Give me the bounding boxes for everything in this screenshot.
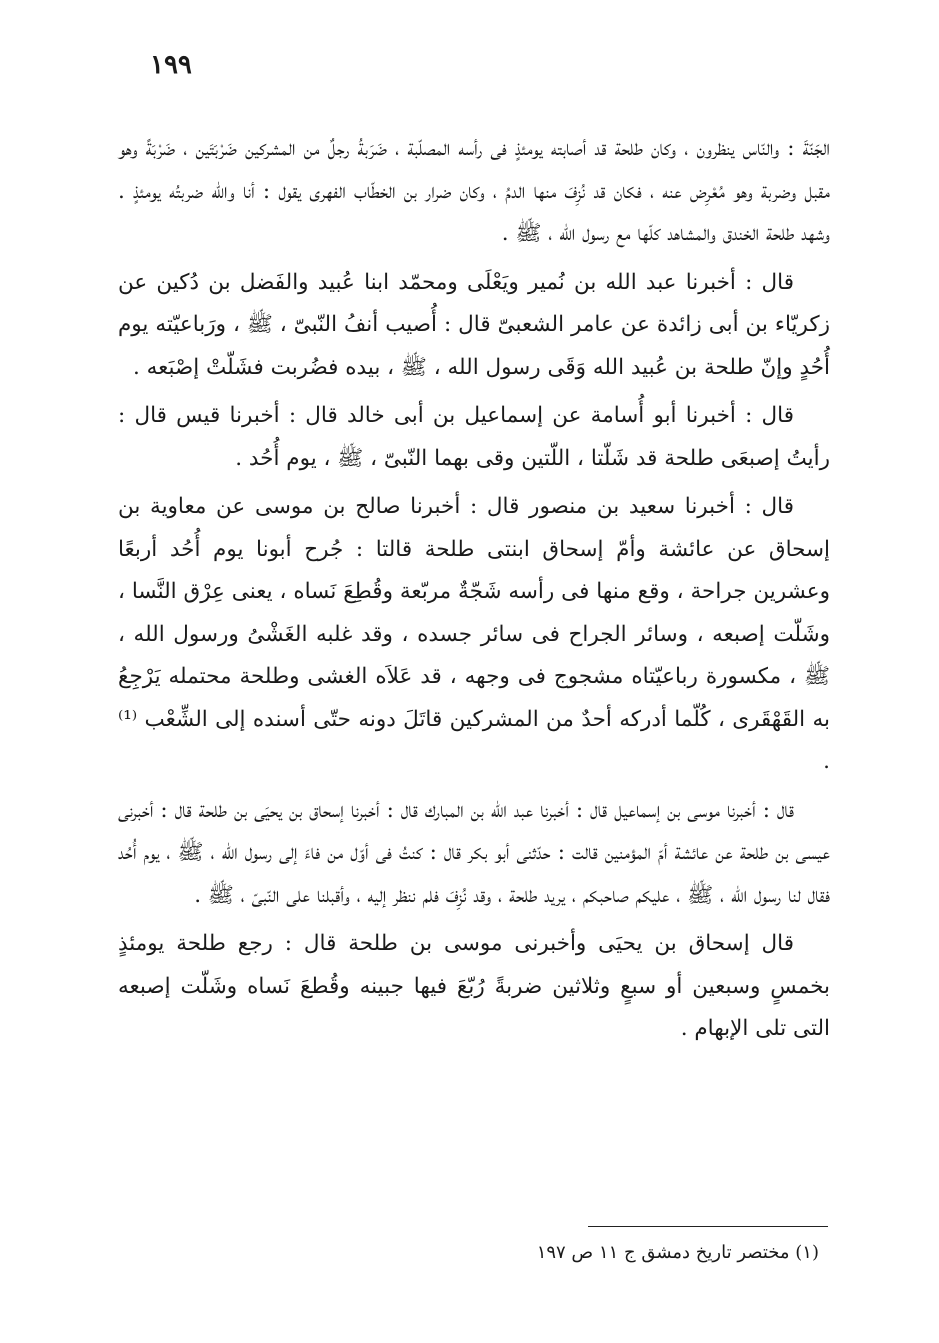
paragraph: قال : أخبرنا موسى بن إسماعيل قال : أخبرنا عبد الله بن المبارك قال : أخبرنا إسحاق بن يحيَى بن طلحة قال : أخبرنى عيسى بن طلحة عن عائشة أمّ المؤمنين قالت : حدّثنى أبو بكر قال : كنتُ فى أوّل من فاءَ إلى رسول الله ، ﷺ ، يوم أُحُد فقال لنا رسول الله ، ﷺ ، عليكم صاحبكم ، يريد طلحة ، وقد نُزِفَ فلم ننظر إليه ، وأقبلنا على النّبىّ ، ﷺ .: [118, 797, 830, 908]
page-number: ١٩٩: [150, 50, 192, 80]
paragraph: قال إسحاق بن يحيَى وأخبرنى موسى بن طلحة قال : رجع طلحة يومئذٍ بخمسٍ وسبعين أو سبعٍ وثلاثين ضربةً رُبّعَ فيها جبينه وقُطعَ نَساه وشَلّت إصبعه التى تلى الإبهام .: [118, 931, 830, 1041]
paragraph: قال : أخبرنا أبو أُسامة عن إسماعيل بن أبى خالد قال : أخبرنا قيس قال : رأيتُ إصبعَى طلحة قد شَلّتا ، اللّتين وقى بهما النّبىّ ، ﷺ ، يوم أُحُد .: [118, 403, 830, 471]
footnote-divider: [588, 1226, 828, 1227]
body-text: [118, 128, 830, 1057]
paragraph: قال : أخبرنا سعيد بن منصور قال : أخبرنا صالح بن موسى عن معاوية بن إسحاق عن عائشة وأمّ إسحاق ابنتى طلحة قالتا : جُرح أبونا يوم أُحُد أربعًا وعشرين جراحة ، وقع منها فى رأسه شَجّةٌ مربّعة وقُطِعَ نَساه ، يعنى عِرْق النَّسا ، وشَلّت إصبعه ، وسائر الجراح فى سائر جسده ، وقد غلبه الغَشْىُ ورسول الله ، ﷺ ، مكسورة رباعيّتاه مشجوج فى وجهه ، قد عَلاَه الغشى وطلحة محتمله يَرْجِعُ به القَهْقَرى ، كُلّما أدركه أحدٌ من المشركين قاتَلَ دونه حتّى أسنده إلى الشِّعْب ⁽¹⁾ .: [118, 494, 830, 774]
paragraph: قال : أخبرنا عبد الله بن نُمير ويَعْلَى ومحمّد ابنا عُبيد والفَضل بن دُكين عن زكريّاء بن أبى زائدة عن عامر الشعبىّ قال : أُصيب أنفُ النّبىّ ، ﷺ ، ورَباعيّته يوم أُحُدٍ وإنّ طلحة بن عُبيد الله وَقَى رسول الله ، ﷺ ، بيده فضُربت فشَلّتْ إصْبَعه .: [118, 269, 830, 380]
paragraph: الجَنّةَ : والنّاس ينظرون ، وكان طلحة قد أصابته يومئذٍ فى رأسه المصلّبة ، ضَرَبةُ رجلٌ من المشركين ضَرْبَتَين ، ضَرْبَةً وهو مقبل وضربة وهو مُعْرِض عنه ، فكان قد نُزِفَ منها الدمُ ، وكان ضرار بن الخطّاب الفهرى يقول : أنا والله ضربتُه يومئذٍ . وشهد طلحة الخندق والمشاهد كلّها مع رسول الله ، ﷺ .: [118, 136, 830, 246]
footnote: (١) مختصر تاريخ دمشق ج ١١ ص ١٩٧: [536, 1242, 819, 1263]
